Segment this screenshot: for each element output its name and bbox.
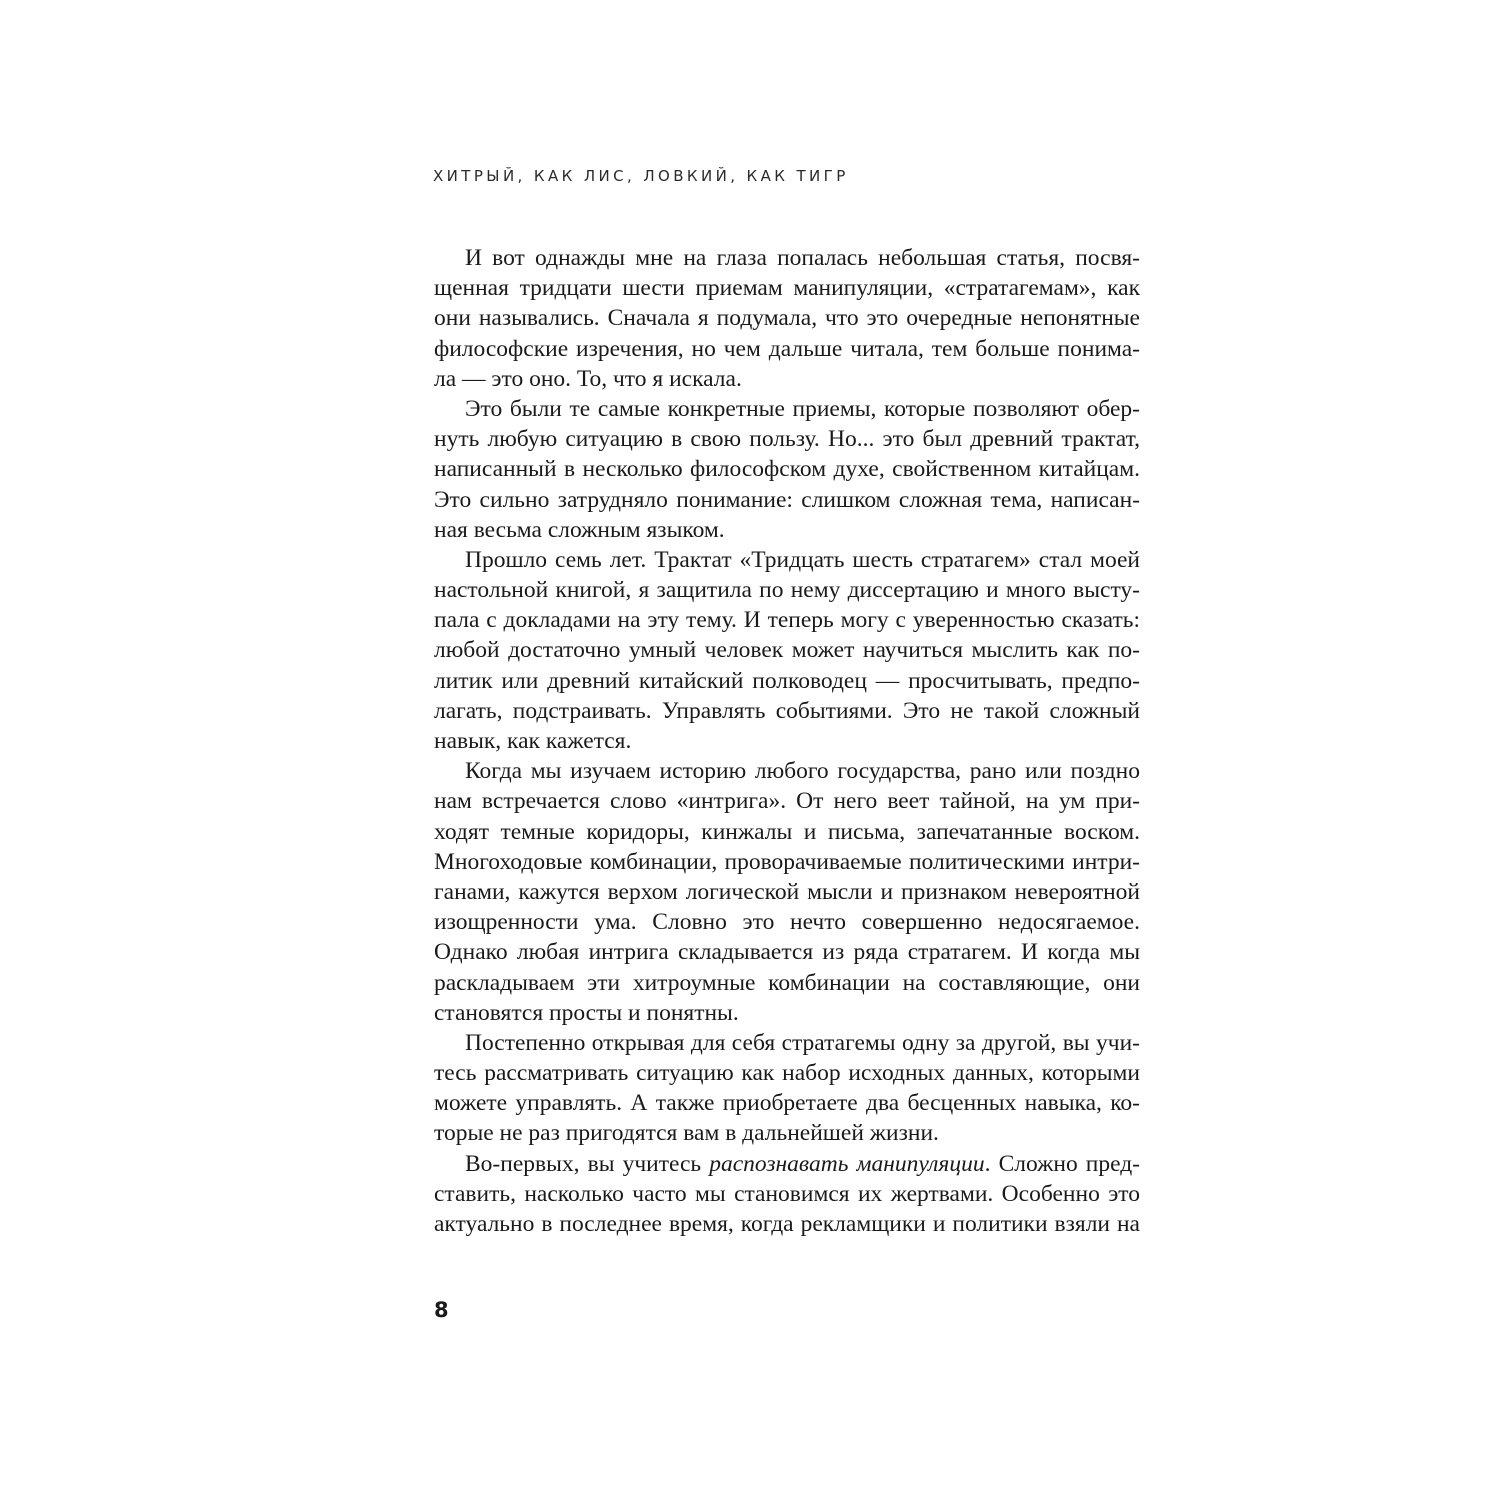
- text-line: Прошло семь лет. Трактат «Тридцать шесть стратагем» стал моей: [465, 546, 1140, 573]
- paragraph: [434, 1028, 1140, 1149]
- text-line: нуть любую ситуацию в свою пользу. Но... это был древний трактат,: [434, 426, 1140, 453]
- page-number: 8: [434, 1298, 449, 1322]
- paragraph: [434, 243, 1140, 394]
- text-line: они назывались. Сначала я подумала, что это очередные непонятные: [434, 305, 1140, 332]
- text-line: И вот однажды мне на глаза попалась небольшая статья, посвя-: [465, 245, 1140, 271]
- text-run: Во-первых, вы учитесь: [465, 1150, 710, 1177]
- text-line: философские изречения, но чем дальше читала, тем больше понима-: [434, 335, 1140, 362]
- body-text: [434, 243, 1140, 1239]
- text-line: настольной книгой, я защитила по нему диссертацию и много высту-: [434, 577, 1140, 604]
- text-line: литик или древний китайский полководец — просчитывать, предпо-: [434, 667, 1140, 694]
- emphasis-text: распознавать манипуляции: [709, 1150, 985, 1177]
- text-line: актуально в последнее время, когда рекламщики и политики взяли на: [434, 1211, 1140, 1237]
- text-line: ходят темные коридоры, кинжалы и письма, запечатанные воском.: [434, 818, 1140, 845]
- text-line: написанный в несколько философском духе, свойственном китайцам.: [434, 456, 1140, 483]
- text-line: Однако любая интрига складывается из ряда стратагем. И когда мы: [434, 939, 1140, 966]
- text-line: можете управлять. А также приобретаете два бесценных навыка, ко-: [434, 1090, 1140, 1117]
- text-line: раскладываем эти хитроумные комбинации на составляющие, они: [434, 969, 1140, 996]
- text-line: Когда мы изучаем историю любого государства, рано или поздно: [465, 758, 1140, 785]
- text-line: лагать, подстраивать. Управлять событиями. Это не такой сложный: [434, 697, 1140, 724]
- text-line: Это были те самые конкретные приемы, которые позволяют обер-: [465, 395, 1140, 422]
- text-line: тесь рассматривать ситуацию как набор исходных данных, которыми: [434, 1060, 1140, 1087]
- text-line: пала с докладами на эту тему. И теперь могу с уверенностью сказать:: [434, 607, 1140, 634]
- text-line: торые не раз пригодятся вам в дальнейшей жизни.: [434, 1120, 939, 1147]
- text-line: щенная тридцати шести приемам манипуляции, «стратагемам», как: [434, 275, 1140, 302]
- paragraph: [434, 394, 1140, 545]
- text-line: [434, 1149, 1140, 1179]
- text-line: любой достаточно умный человек может научиться мыслить как по-: [434, 637, 1140, 664]
- text-run: . Сложно пред-: [984, 1150, 1141, 1177]
- text-line: Постепенно открывая для себя стратагемы одну за другой, вы учи-: [465, 1029, 1140, 1056]
- text-line: становятся просты и понятны.: [434, 999, 739, 1026]
- text-line: Многоходовые комбинации, проворачиваемые политическими интри-: [434, 848, 1140, 875]
- text-line: Это сильно затрудняло понимание: слишком сложная тема, написан-: [434, 486, 1140, 513]
- paragraph: [434, 1149, 1140, 1240]
- text-line: нам встречается слово «интрига». От него веет тайной, на ум при-: [434, 788, 1140, 815]
- paragraph: [434, 545, 1140, 756]
- paragraph: [434, 756, 1140, 1028]
- running-head: ХИТРЫЙ, КАК ЛИС, ЛОВКИЙ, КАК ТИГР: [433, 167, 849, 185]
- text-line: ганами, кажутся верхом логической мысли и признаком невероятной: [434, 878, 1140, 905]
- text-line: ставить, насколько часто мы становимся их жертвами. Особенно это: [434, 1180, 1140, 1207]
- text-line: изощренности ума. Словно это нечто совершенно недосягаемое.: [434, 909, 1140, 936]
- text-line: ная весьма сложным языком.: [434, 516, 725, 543]
- text-line: ла — это оно. То, что я искала.: [434, 365, 742, 392]
- text-line: навык, как кажется.: [434, 728, 632, 754]
